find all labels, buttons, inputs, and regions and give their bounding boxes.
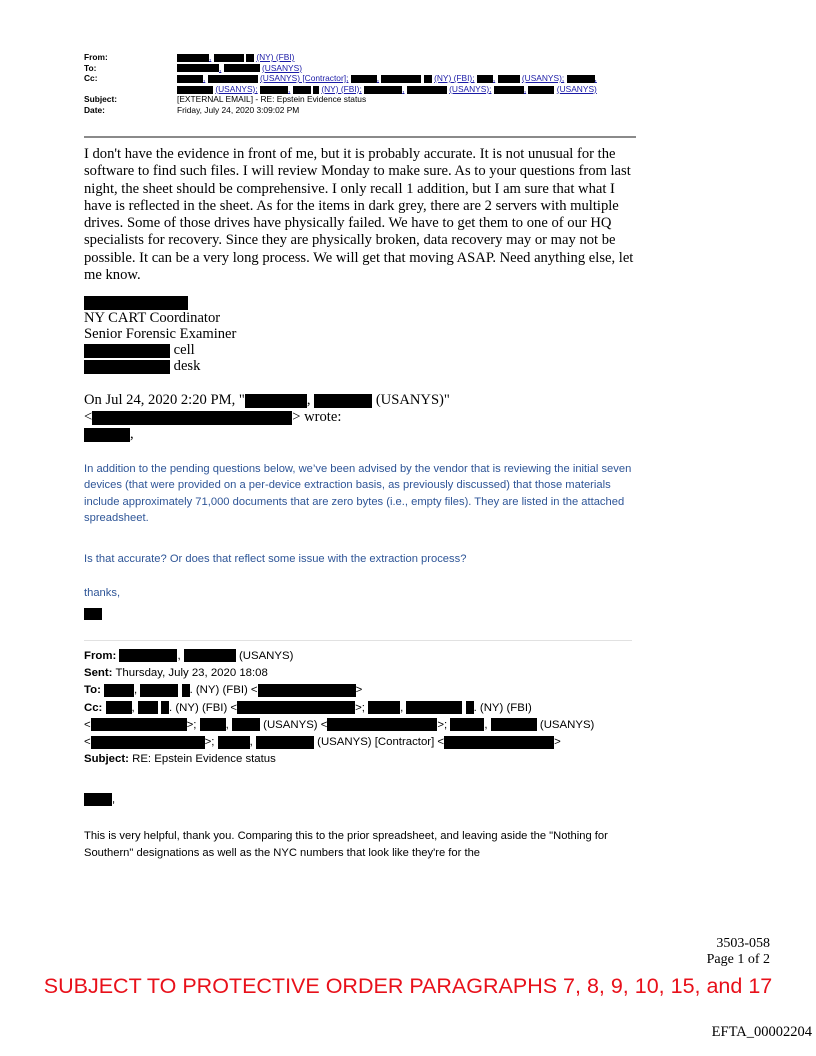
redaction-box — [245, 394, 307, 408]
quoted-paragraph: In addition to the pending questions below, we’ve been advised by the vendor that is reviewing the initial seven devices (that were provided on a per-device extraction basis, as previously discussed) that those materials include approximately 71,000 documents that are zero bytes (i.e., empty files). They are listed in the attached spreadsheet. — [84, 463, 632, 524]
redaction-box — [177, 54, 209, 62]
header-to-value[interactable]: , (USANYS) — [177, 63, 636, 74]
forwarded-salutation: , — [84, 793, 115, 806]
redaction-box — [91, 718, 187, 731]
redaction-box — [450, 718, 484, 731]
header-divider — [84, 136, 636, 138]
redaction-box — [184, 649, 236, 662]
redaction-box — [84, 360, 170, 374]
header-date-row — [84, 105, 636, 116]
signature-cell: cell — [173, 342, 195, 358]
header-cc-row — [84, 73, 636, 84]
redaction-box — [237, 701, 355, 714]
quoted-question: Is that accurate? Or does that reflect some issue with the extraction process? — [84, 553, 467, 565]
redaction-box — [327, 718, 437, 731]
signature-desk: desk — [173, 358, 201, 374]
header-from-label: From: — [84, 52, 108, 62]
redaction-box — [106, 701, 132, 714]
quoted-intro: On Jul 24, 2020 2:20 PM, " , (USANYS)" < > wrote: , — [84, 392, 450, 442]
redaction-box — [84, 296, 188, 310]
header-from-value[interactable]: , (NY) (FBI) — [177, 52, 636, 63]
fwd-subject-row: Subject: RE: Epstein Evidence status — [84, 753, 276, 766]
page-number: Page 1 of 2 — [706, 952, 770, 967]
fwd-cc-row-2: < >; , (USANYS) < >; , (USANYS) — [84, 718, 595, 731]
redaction-box — [258, 684, 356, 697]
redaction-box — [177, 64, 219, 72]
redaction-box — [293, 86, 311, 94]
fwd-cc-row-3: < >; , (USANYS) [Contractor] < > — [84, 736, 561, 749]
header-subject-value: [EXTERNAL EMAIL] - RE: Epstein Evidence status — [177, 94, 367, 105]
bates-number: EFTA_00002204 — [711, 1024, 812, 1040]
header-date-value: Friday, July 24, 2020 3:09:02 PM — [177, 104, 300, 115]
redaction-box — [528, 86, 554, 94]
signature-title-2: Senior Forensic Examiner — [84, 326, 237, 342]
redaction-box — [313, 86, 319, 94]
redaction-box — [208, 75, 258, 83]
signature-title-1: NY CART Coordinator — [84, 310, 221, 326]
reply-body: I don't have the evidence in front of me, but it is probably accurate. It is not unusual for the software to find such files. I will review Monday to make sure. As to your questions from last night, the sheet should be comprehensive. I only recall 1 addition, but I am sure that what I have is reflected in the sheet. As for the items in dark grey, there are 2 servers with multiple drives. Some of those drives have physically failed. We have to get them to one of our HQ specialists for recovery. Since they are physically broken, data recovery may or may not be possible. It can be a very long process. We will get that moving ASAP. Need anything else, let me know. — [84, 146, 634, 284]
redaction-box — [177, 75, 203, 83]
header-to-row — [84, 63, 636, 74]
redaction-box — [477, 75, 493, 83]
quoted-divider — [84, 640, 632, 641]
fwd-to-row: To: , . (NY) (FBI) < > — [84, 684, 363, 697]
header-cc-label: Cc: — [84, 73, 98, 84]
redaction-box — [214, 54, 244, 62]
signature-block — [84, 294, 236, 374]
redaction-box — [424, 75, 432, 83]
redaction-box — [91, 736, 205, 749]
redaction-box — [104, 684, 134, 697]
redaction-box — [406, 701, 462, 714]
quoted-signoff: thanks, — [84, 586, 120, 622]
fwd-sent-row: Sent: Thursday, July 23, 2020 18:08 — [84, 667, 268, 680]
email-header — [84, 52, 636, 116]
redaction-box — [140, 684, 178, 697]
redaction-box — [498, 75, 520, 83]
doc-number: 3503-058 — [716, 936, 770, 951]
header-cc-value-cont[interactable]: (USANYS); , (NY) (FBI); , (USANYS); , (USANYS) — [177, 84, 636, 95]
header-subject-row — [84, 94, 636, 105]
header-cc-value[interactable]: , (USANYS) [Contractor]; , (NY) (FBI); , (USANYS); , — [177, 73, 636, 84]
fwd-from-row: From: , (USANYS) — [84, 650, 294, 662]
redaction-box — [314, 394, 372, 408]
redaction-box — [381, 75, 421, 83]
redaction-box — [161, 701, 169, 714]
redaction-box — [260, 86, 288, 94]
redaction-box — [177, 86, 213, 94]
redaction-box — [368, 701, 400, 714]
redaction-box — [567, 75, 595, 83]
header-date-label: Date: — [84, 104, 105, 115]
header-subject-label: Subject: — [84, 94, 118, 105]
redaction-box — [494, 86, 524, 94]
header-cc-row-cont — [84, 84, 636, 95]
redaction-box — [200, 718, 226, 731]
forwarded-header — [84, 648, 664, 768]
protective-order-notice: SUBJECT TO PROTECTIVE ORDER PARAGRAPHS 7, 8, 9, 10, 15, and 17 — [43, 974, 773, 998]
redaction-box — [182, 684, 190, 697]
header-from-row — [84, 52, 636, 63]
redaction-box — [232, 718, 260, 731]
redaction-box — [84, 344, 170, 358]
redaction-box — [84, 608, 102, 620]
redaction-box — [491, 718, 537, 731]
redaction-box — [364, 86, 402, 94]
redaction-box — [84, 428, 130, 442]
fwd-cc-row: Cc: , . (NY) (FBI) < >; , . (NY) (FBI) — [84, 701, 532, 714]
redaction-box — [224, 64, 260, 72]
redaction-box — [218, 736, 250, 749]
redaction-box — [119, 649, 177, 662]
redaction-box — [246, 54, 254, 62]
redaction-box — [351, 75, 377, 83]
header-to-label: To: — [84, 62, 97, 73]
redaction-box — [92, 411, 292, 425]
redaction-box — [466, 701, 474, 714]
redaction-box — [84, 793, 112, 806]
doc-number-block — [707, 936, 770, 968]
redaction-box — [444, 736, 554, 749]
redaction-box — [138, 701, 158, 714]
redaction-box — [407, 86, 447, 94]
redaction-box — [256, 736, 314, 749]
forwarded-paragraph: This is very helpful, thank you. Comparing this to the prior spreadsheet, and leaving aside the "Nothing for Southern" designations as well as the NYC numbers that look like they're for the — [84, 830, 608, 859]
